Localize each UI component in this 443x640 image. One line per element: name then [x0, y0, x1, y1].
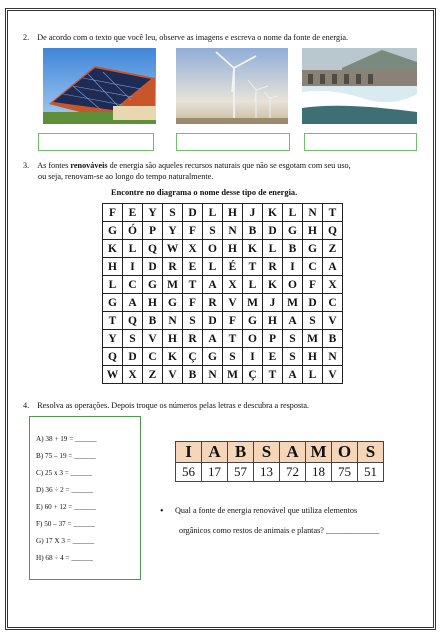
grid-cell[interactable]: H — [223, 204, 243, 222]
grid-cell[interactable]: H — [163, 330, 183, 348]
grid-cell[interactable]: D — [303, 294, 323, 312]
grid-cell[interactable]: K — [263, 276, 283, 294]
grid-row — [103, 348, 343, 366]
key-number: 51 — [358, 463, 384, 482]
solar-panel-roof-photo — [43, 48, 156, 124]
grid-cell[interactable]: M — [163, 276, 183, 294]
grid-cell[interactable]: T — [183, 276, 203, 294]
operation-h: H) 68 ÷ 4 = ______ — [36, 554, 93, 562]
question-4-number: 4. — [23, 401, 30, 410]
grid-cell[interactable]: R — [263, 258, 283, 276]
operations-box — [29, 416, 141, 580]
grid-cell[interactable]: D — [143, 258, 163, 276]
grid-cell[interactable]: V — [323, 312, 343, 330]
grid-row — [103, 312, 343, 330]
grid-cell[interactable]: B — [143, 312, 163, 330]
operation-a: A) 38 + 19 = ______ — [36, 435, 97, 443]
grid-cell[interactable]: X — [223, 276, 243, 294]
question-2-text: De acordo com o texto que você leu, observe as imagens e escreva o nome da fonte de energia. — [37, 33, 349, 42]
grid-cell[interactable]: N — [323, 348, 343, 366]
grid-row — [103, 330, 343, 348]
grid-row — [103, 204, 343, 222]
grid-cell[interactable]: P — [263, 330, 283, 348]
grid-cell[interactable]: É — [223, 258, 243, 276]
grid-cell[interactable]: G — [243, 312, 263, 330]
grid-cell[interactable]: A — [283, 312, 303, 330]
grid-cell[interactable]: D — [263, 222, 283, 240]
grid-cell[interactable]: A — [123, 294, 143, 312]
grid-cell[interactable]: V — [323, 366, 343, 384]
grid-cell[interactable]: B — [183, 366, 203, 384]
hydroelectric-dam-photo — [302, 48, 417, 124]
grid-cell[interactable]: Q — [123, 312, 143, 330]
grid-cell[interactable]: F — [223, 312, 243, 330]
key-letter: B — [228, 442, 254, 463]
grid-cell[interactable]: J — [263, 294, 283, 312]
grid-cell[interactable]: G — [203, 348, 223, 366]
grid-cell[interactable]: K — [263, 204, 283, 222]
grid-cell[interactable]: N — [163, 312, 183, 330]
question-4-text: Resolva as operações. Depois troque os números pelas letras e descubra a resposta. — [37, 401, 310, 410]
grid-cell[interactable]: P — [143, 222, 163, 240]
grid-cell[interactable]: L — [303, 366, 323, 384]
key-letter: I — [176, 442, 202, 463]
grid-cell[interactable]: Y — [163, 222, 183, 240]
bullet-icon: • — [160, 506, 164, 517]
grid-cell[interactable]: H — [263, 312, 283, 330]
grid-cell[interactable]: S — [123, 330, 143, 348]
grid-cell[interactable]: L — [123, 240, 143, 258]
grid-cell[interactable]: K — [163, 348, 183, 366]
grid-cell[interactable]: I — [243, 348, 263, 366]
grid-cell[interactable]: O — [283, 276, 303, 294]
grid-cell[interactable]: T — [323, 204, 343, 222]
grid-cell[interactable]: B — [243, 222, 263, 240]
question-3-text-pre: As fontes — [37, 161, 71, 170]
grid-cell[interactable]: O — [243, 330, 263, 348]
grid-cell[interactable]: L — [103, 276, 123, 294]
grid-cell[interactable]: L — [283, 204, 303, 222]
key-letter: M — [306, 442, 332, 463]
grid-cell[interactable]: V — [163, 366, 183, 384]
grid-cell[interactable]: Z — [143, 366, 163, 384]
key-letter: A — [280, 442, 306, 463]
grid-cell[interactable]: D — [203, 312, 223, 330]
grid-cell[interactable]: C — [323, 294, 343, 312]
question-2-number: 2. — [23, 33, 30, 42]
grid-cell[interactable]: J — [243, 204, 263, 222]
operation-f: F) 50 – 37 = ______ — [36, 520, 95, 528]
key-letter: S — [254, 442, 280, 463]
grid-cell[interactable]: S — [183, 312, 203, 330]
question-3 — [23, 160, 351, 171]
grid-cell[interactable]: N — [203, 366, 223, 384]
grid-cell[interactable]: C — [123, 276, 143, 294]
grid-row — [103, 222, 343, 240]
operation-e: E) 60 + 12 = ______ — [36, 503, 96, 511]
grid-cell[interactable]: E — [123, 204, 143, 222]
grid-row — [103, 240, 343, 258]
grid-cell[interactable]: G — [103, 294, 123, 312]
question-3-text-post: de energia são aqueles recursos naturais que não se esgotam com seu uso, — [107, 161, 351, 170]
grid-cell[interactable]: X — [323, 276, 343, 294]
answer-box-2[interactable] — [176, 133, 290, 151]
grid-cell[interactable]: K — [243, 240, 263, 258]
key-number: 72 — [280, 463, 306, 482]
grid-row — [103, 366, 343, 384]
final-question-line2: orgânicos como restos de animais e plantas? _____________ — [179, 526, 380, 535]
grid-cell[interactable]: F — [183, 294, 203, 312]
grid-cell[interactable]: B — [283, 240, 303, 258]
key-letter: A — [202, 442, 228, 463]
grid-cell[interactable]: G — [143, 276, 163, 294]
grid-cell[interactable]: Q — [323, 222, 343, 240]
grid-cell[interactable]: T — [103, 312, 123, 330]
grid-cell[interactable]: N — [303, 204, 323, 222]
grid-cell[interactable]: L — [263, 240, 283, 258]
grid-cell[interactable]: X — [183, 240, 203, 258]
grid-title: Encontre no diagrama o nome desse tipo de energia. — [111, 188, 298, 197]
grid-cell[interactable]: A — [203, 330, 223, 348]
grid-cell[interactable]: L — [203, 258, 223, 276]
grid-cell[interactable]: F — [183, 222, 203, 240]
code-key-table — [175, 441, 384, 482]
answer-box-3[interactable] — [304, 133, 417, 151]
grid-cell[interactable]: F — [103, 204, 123, 222]
grid-cell[interactable]: Y — [143, 204, 163, 222]
grid-cell[interactable]: S — [283, 348, 303, 366]
grid-cell[interactable]: R — [163, 258, 183, 276]
grid-cell[interactable]: G — [303, 240, 323, 258]
operation-d: D) 36 ÷ 2 = ______ — [36, 486, 93, 494]
grid-cell[interactable]: Y — [103, 330, 123, 348]
grid-cell[interactable]: H — [303, 222, 323, 240]
grid-cell[interactable]: H — [103, 258, 123, 276]
grid-cell[interactable]: A — [203, 276, 223, 294]
question-3-number: 3. — [23, 161, 30, 170]
grid-cell[interactable]: Q — [143, 240, 163, 258]
grid-cell[interactable]: B — [323, 330, 343, 348]
question-3-line2: ou seja, renovam-se ao longo do tempo naturalmente. — [38, 172, 214, 181]
key-number: 57 — [228, 463, 254, 482]
grid-cell[interactable]: C — [143, 348, 163, 366]
key-number: 17 — [202, 463, 228, 482]
grid-cell[interactable]: M — [243, 294, 263, 312]
grid-cell[interactable]: Ç — [183, 348, 203, 366]
grid-row — [103, 294, 343, 312]
grid-cell[interactable]: D — [183, 204, 203, 222]
grid-cell[interactable]: C — [303, 258, 323, 276]
grid-cell[interactable]: H — [143, 294, 163, 312]
grid-cell[interactable]: X — [123, 366, 143, 384]
operation-c: C) 25 x 3 = ______ — [36, 469, 93, 477]
grid-cell[interactable]: H — [303, 348, 323, 366]
operation-b: B) 75 – 19 = ______ — [36, 452, 96, 460]
grid-row — [103, 258, 343, 276]
grid-cell[interactable]: S — [203, 222, 223, 240]
grid-cell[interactable]: I — [283, 258, 303, 276]
grid-cell[interactable]: V — [143, 330, 163, 348]
final-question-line1: Qual a fonte de energia renovável que utiliza elementos — [175, 506, 358, 515]
grid-cell[interactable]: R — [183, 330, 203, 348]
grid-cell[interactable]: L — [203, 204, 223, 222]
question-3-text-bold: renováveis — [70, 161, 108, 170]
grid-cell[interactable]: I — [123, 258, 143, 276]
grid-cell[interactable]: E — [183, 258, 203, 276]
grid-cell[interactable]: T — [263, 366, 283, 384]
key-letter: S — [358, 442, 384, 463]
grid-cell[interactable]: V — [223, 294, 243, 312]
grid-cell[interactable]: G — [283, 222, 303, 240]
grid-cell[interactable]: W — [103, 366, 123, 384]
grid-cell[interactable]: L — [243, 276, 263, 294]
question-4 — [23, 400, 309, 411]
grid-cell[interactable]: E — [263, 348, 283, 366]
grid-cell[interactable]: S — [303, 312, 323, 330]
grid-cell[interactable]: R — [203, 294, 223, 312]
operation-g: G) 17 X 3 = ______ — [36, 537, 95, 545]
grid-cell[interactable]: M — [283, 294, 303, 312]
grid-cell[interactable]: Q — [103, 348, 123, 366]
grid-cell[interactable]: Ó — [123, 222, 143, 240]
key-number: 75 — [332, 463, 358, 482]
key-number: 13 — [254, 463, 280, 482]
grid-cell[interactable]: T — [243, 258, 263, 276]
grid-cell[interactable]: H — [223, 240, 243, 258]
grid-row — [103, 276, 343, 294]
key-number: 18 — [306, 463, 332, 482]
grid-cell[interactable]: G — [103, 222, 123, 240]
grid-cell[interactable]: F — [303, 276, 323, 294]
key-number: 56 — [176, 463, 202, 482]
grid-cell[interactable]: A — [323, 258, 343, 276]
key-letter: O — [332, 442, 358, 463]
grid-cell[interactable]: K — [103, 240, 123, 258]
grid-cell[interactable]: M — [223, 366, 243, 384]
grid-cell[interactable]: G — [163, 294, 183, 312]
grid-cell[interactable]: M — [303, 330, 323, 348]
answer-box-1[interactable] — [38, 133, 154, 151]
wind-turbines-photo — [176, 48, 288, 124]
grid-cell[interactable]: N — [223, 222, 243, 240]
grid-cell[interactable]: O — [203, 240, 223, 258]
grid-cell[interactable]: T — [223, 330, 243, 348]
grid-cell[interactable]: S — [223, 348, 243, 366]
grid-cell[interactable]: A — [283, 366, 303, 384]
grid-cell[interactable]: S — [283, 330, 303, 348]
question-2 — [23, 32, 348, 43]
grid-cell[interactable]: Ç — [243, 366, 263, 384]
word-search-grid — [102, 203, 343, 384]
grid-cell[interactable]: Z — [323, 240, 343, 258]
grid-cell[interactable]: D — [123, 348, 143, 366]
grid-cell[interactable]: W — [163, 240, 183, 258]
grid-cell[interactable]: S — [163, 204, 183, 222]
